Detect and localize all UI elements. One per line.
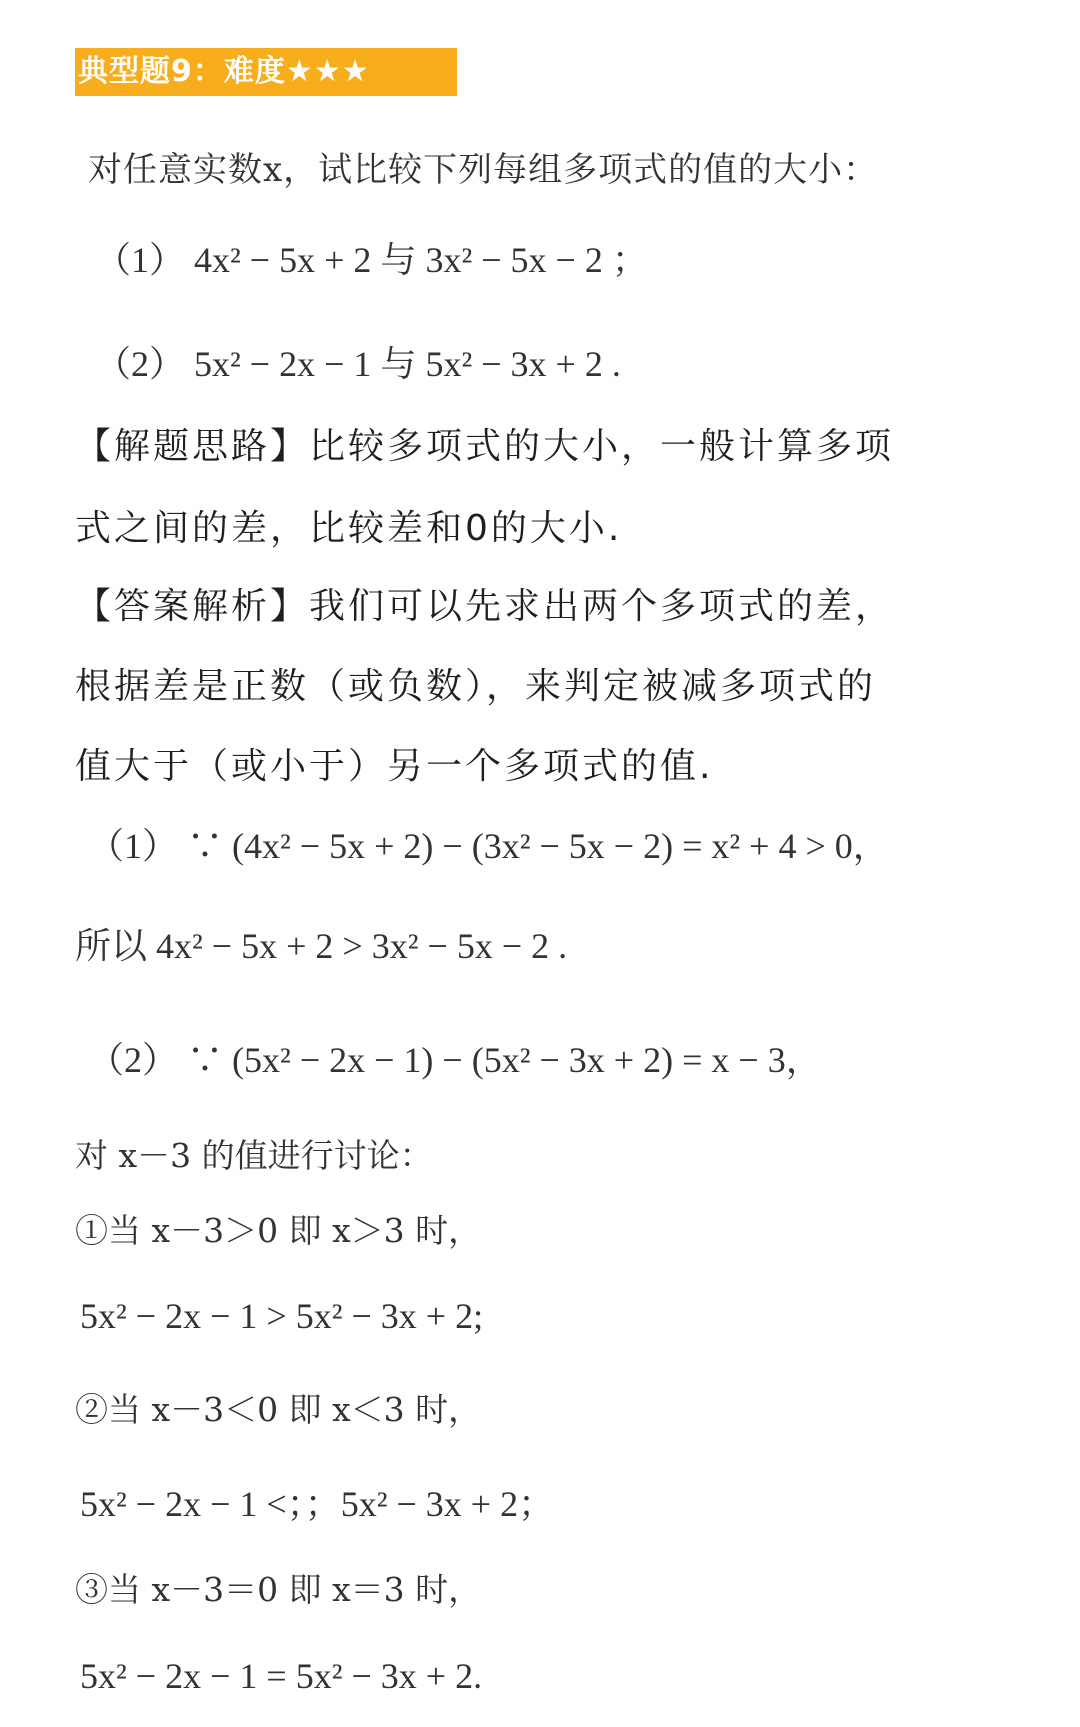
item-label: （1） xyxy=(95,240,186,280)
analysis-line-2: 根据差是正数（或负数），来判定被减多项式的 xyxy=(75,666,877,707)
header-title: 典型题9：难度★★★ xyxy=(78,54,370,89)
discussion-intro: 对 x－3 的值进行讨论： xyxy=(75,1136,433,1175)
case-1-result: 5x² − 2x − 1 > 5x² − 3x + 2; xyxy=(80,1296,484,1336)
expr-b: 3x² − 5x − 2 xyxy=(425,240,603,280)
because-symbol: ∵ xyxy=(187,826,224,866)
case-1-condition: ①当 x－3＞0 即 x＞3 时， xyxy=(75,1211,482,1250)
case-2-result: 5x² − 2x − 1 <；；5x² − 3x + 2； xyxy=(80,1484,555,1524)
expr-b: 5x² − 3x + 2 xyxy=(425,344,603,384)
item-end: ； xyxy=(611,240,648,280)
solution-conclusion-1 xyxy=(75,918,567,969)
problem-item-1 xyxy=(95,232,648,283)
step-label: （1） xyxy=(88,826,179,866)
conclusion-prefix: 所以 xyxy=(75,926,148,966)
problem-intro: 对任意实数x，试比较下列每组多项式的值的大小： xyxy=(88,150,879,190)
expr-a: 4x² − 5x + 2 xyxy=(194,240,372,280)
solution-step-2 xyxy=(88,1032,822,1083)
step-equation: (5x² − 2x − 1) − (5x² − 3x + 2) = x − 3， xyxy=(232,1040,822,1080)
item-end: . xyxy=(611,344,621,384)
step-label: （2） xyxy=(88,1040,179,1080)
approach-line-2: 式之间的差，比较差和0的大小. xyxy=(75,508,623,549)
approach-line-1: 【解题思路】比较多项式的大小，一般计算多项 xyxy=(75,426,895,467)
analysis-line-1: 【答案解析】我们可以先求出两个多项式的差， xyxy=(75,586,895,627)
case-2-condition: ②当 x－3＜0 即 x＜3 时， xyxy=(75,1390,482,1429)
item-label: （2） xyxy=(95,344,186,384)
connector: 与 xyxy=(380,344,417,384)
because-symbol: ∵ xyxy=(187,1040,224,1080)
connector: 与 xyxy=(380,240,417,280)
conclusion-expression: 4x² − 5x + 2 > 3x² − 5x − 2 . xyxy=(156,926,568,966)
solution-step-1 xyxy=(88,818,889,869)
analysis-line-3: 值大于（或小于）另一个多项式的值. xyxy=(75,746,714,787)
problem-item-2 xyxy=(95,336,621,387)
expr-a: 5x² − 2x − 1 xyxy=(194,344,372,384)
case-3-result: 5x² − 2x − 1 = 5x² − 3x + 2. xyxy=(80,1656,483,1696)
case-3-condition: ③当 x－3＝0 即 x＝3 时， xyxy=(75,1570,482,1609)
step-equation: (4x² − 5x + 2) − (3x² − 5x − 2) = x² + 4 > 0， xyxy=(232,826,889,866)
